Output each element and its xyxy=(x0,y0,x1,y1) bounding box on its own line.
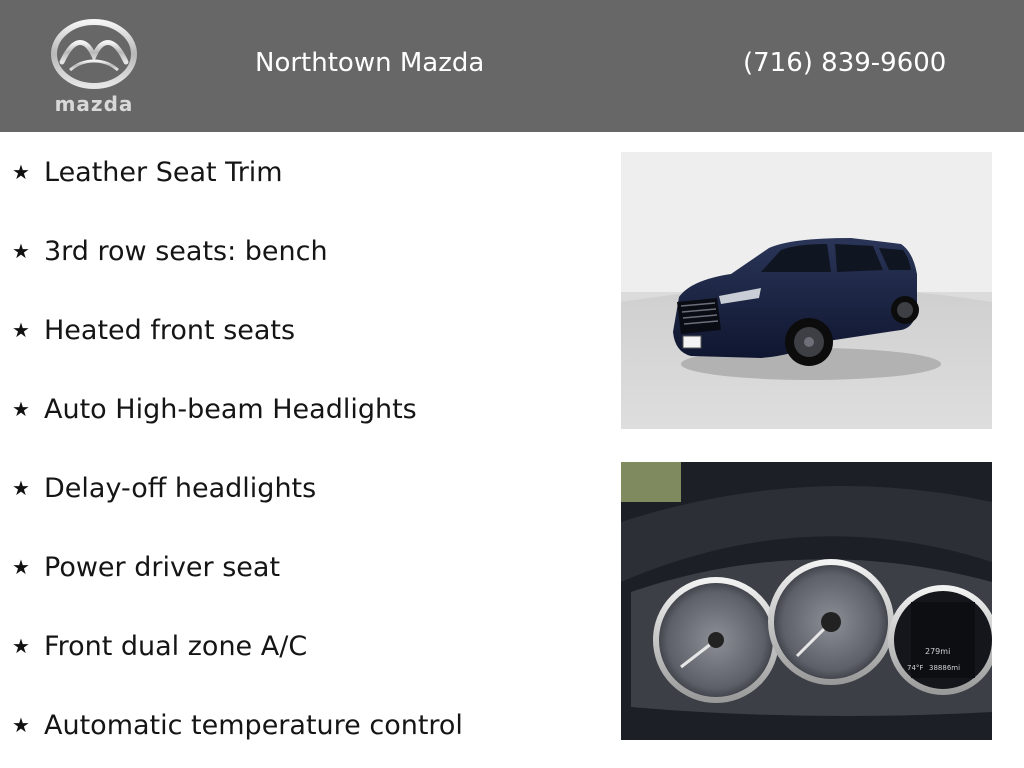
suv-illustration xyxy=(621,152,992,429)
instrument-cluster-illustration xyxy=(621,462,992,740)
star-icon: ★ xyxy=(12,318,30,342)
star-icon: ★ xyxy=(12,160,30,184)
feature-label: Power driver seat xyxy=(44,551,281,583)
feature-item xyxy=(12,537,280,597)
feature-item xyxy=(12,221,328,281)
mazda-logo[interactable] xyxy=(40,16,148,116)
feature-label: Delay-off headlights xyxy=(44,472,317,504)
feature-label: 3rd row seats: bench xyxy=(44,235,328,267)
feature-label: Auto High-beam Headlights xyxy=(44,393,417,425)
feature-label: Leather Seat Trim xyxy=(44,156,283,188)
header-bar xyxy=(0,0,1024,132)
feature-item xyxy=(12,379,417,439)
feature-label: Heated front seats xyxy=(44,314,296,346)
feature-label: Front dual zone A/C xyxy=(44,630,308,662)
odometer-readout: 38886mi xyxy=(929,664,961,672)
logo-wordmark: mazda xyxy=(54,92,134,116)
star-icon: ★ xyxy=(12,634,30,658)
feature-item xyxy=(12,458,316,518)
car-photo[interactable] xyxy=(621,152,992,429)
feature-item xyxy=(12,616,307,676)
dealer-name[interactable]: Northtown Mazda xyxy=(255,48,485,78)
temperature-readout: 74°F xyxy=(907,664,924,672)
dashboard-photo[interactable] xyxy=(621,462,992,740)
star-icon: ★ xyxy=(12,239,30,263)
star-icon: ★ xyxy=(12,397,30,421)
feature-item xyxy=(12,142,283,202)
feature-item xyxy=(12,695,463,755)
feature-label: Automatic temperature control xyxy=(44,709,463,741)
feature-item xyxy=(12,300,295,360)
star-icon: ★ xyxy=(12,713,30,737)
dealer-phone[interactable]: (716) 839-9600 xyxy=(743,48,947,78)
star-icon: ★ xyxy=(12,476,30,500)
trip-readout: 279mi xyxy=(925,647,951,656)
star-icon: ★ xyxy=(12,555,30,579)
mazda-emblem-icon xyxy=(40,16,148,90)
